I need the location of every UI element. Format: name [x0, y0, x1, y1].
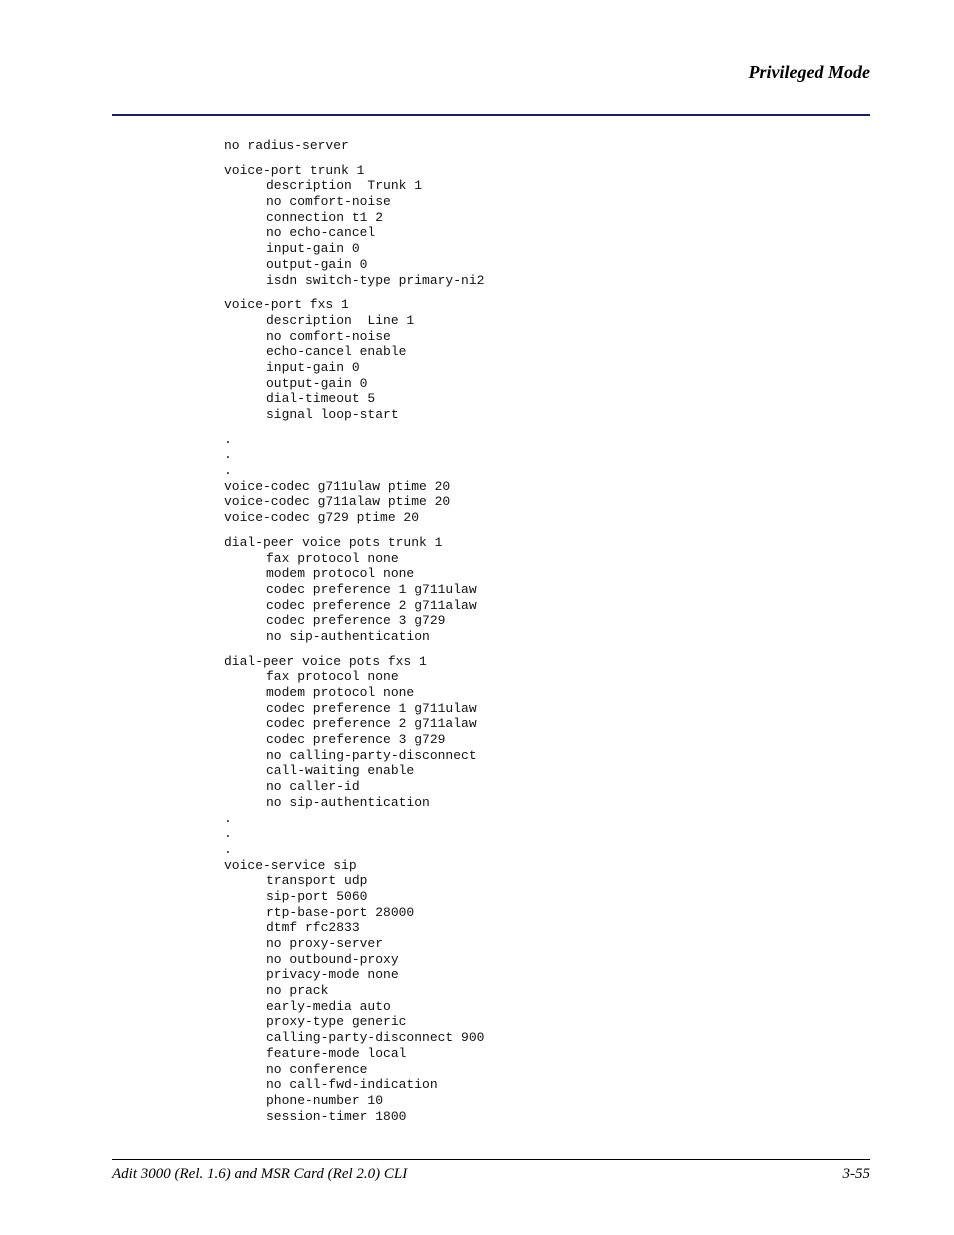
code-subcommand: no echo-cancel [266, 225, 376, 241]
code-subcommand: no sip-authentication [266, 628, 430, 644]
code-ellipsis: . [224, 841, 232, 857]
code-subcommand: modem protocol none [266, 685, 415, 700]
code-subcommand: input-gain 0 [266, 359, 360, 375]
code-subcommand: phone-number 10 [266, 1092, 384, 1108]
code-subcommand: transport udp [266, 873, 368, 889]
code-line: voice-codec g729 ptime 20 [224, 510, 420, 526]
code-subcommand: codec preference 3 g729 [266, 732, 446, 748]
code-subcommand: codec preference 1 g711ulaw [266, 581, 477, 597]
code-subcommand: no outbound-proxy [266, 951, 399, 967]
code-subcommand: codec preference 2 g711alaw [266, 597, 477, 613]
code-subcommand: rtp-base-port 28000 [266, 904, 415, 920]
code-line: . [224, 447, 232, 463]
code-line: voice-codec g711ulaw ptime 20 [224, 478, 451, 494]
code-command: voice-service sip [224, 857, 357, 873]
code-subcommand: session-timer 1800 [266, 1108, 407, 1124]
code-subcommand: fax protocol none [266, 669, 399, 685]
code-subcommand: no sip-authentication [266, 794, 430, 810]
code-subcommand: no caller-id [266, 779, 360, 795]
code-subcommand: feature-mode local [266, 1045, 407, 1061]
code-ellipsis: . [224, 810, 232, 826]
code-block [224, 654, 484, 858]
code-subcommand: echo-cancel enable [266, 344, 407, 360]
code-subcommand: fax protocol none [266, 550, 399, 566]
code-subcommand: output-gain 0 [266, 256, 368, 272]
code-subcommand: isdn switch-type primary-ni2 [266, 272, 485, 288]
code-subcommand: privacy-mode none [266, 967, 399, 983]
code-command: no radius-server [224, 138, 349, 153]
code-subcommand: codec preference 3 g729 [266, 613, 446, 629]
code-command: voice-port trunk 1 [224, 162, 365, 178]
code-subcommand: codec preference 2 g711alaw [266, 716, 477, 732]
code-subcommand: modem protocol none [266, 566, 415, 582]
code-subcommand: no conference [266, 1061, 368, 1077]
code-ellipsis: . [224, 826, 232, 842]
code-subcommand: no comfort-noise [266, 328, 391, 344]
footer-rule [112, 1159, 870, 1160]
code-command: dial-peer voice pots fxs 1 [224, 653, 427, 669]
code-subcommand: codec preference 1 g711ulaw [266, 700, 477, 716]
code-block [224, 297, 484, 423]
code-subcommand: input-gain 0 [266, 241, 360, 257]
code-subcommand: dial-timeout 5 [266, 391, 376, 407]
code-subcommand: no proxy-server [266, 936, 384, 951]
code-subcommand: proxy-type generic [266, 1014, 407, 1030]
code-subcommand: no prack [266, 983, 329, 999]
code-subcommand: early-media auto [266, 998, 391, 1014]
code-block [224, 858, 484, 1125]
code-block [224, 163, 484, 289]
code-subcommand: description Trunk 1 [266, 178, 423, 194]
footer-document-title: Adit 3000 (Rel. 1.6) and MSR Card (Rel 2.0) CLI [112, 1166, 408, 1182]
page-header-title: Privileged Mode [748, 62, 870, 82]
code-block [224, 535, 484, 645]
code-block [224, 432, 484, 526]
code-line: . [224, 463, 232, 479]
code-listing [224, 138, 484, 1133]
footer-page-number: 3-55 [842, 1166, 870, 1182]
code-subcommand: no call-fwd-indication [266, 1077, 438, 1093]
code-command: dial-peer voice pots trunk 1 [224, 534, 443, 550]
code-subcommand: connection t1 2 [266, 209, 384, 225]
code-subcommand: dtmf rfc2833 [266, 920, 360, 936]
code-block [224, 138, 484, 154]
code-subcommand: output-gain 0 [266, 375, 368, 391]
header-rule [112, 114, 870, 116]
code-subcommand: no comfort-noise [266, 194, 391, 210]
code-subcommand: no calling-party-disconnect [266, 747, 477, 763]
code-subcommand: calling-party-disconnect 900 [266, 1030, 485, 1046]
code-subcommand: signal loop-start [266, 407, 399, 422]
code-command: voice-port fxs 1 [224, 297, 349, 313]
code-line: . [224, 431, 232, 447]
code-subcommand: description Line 1 [266, 312, 415, 328]
code-subcommand: call-waiting enable [266, 763, 415, 779]
code-line: voice-codec g711alaw ptime 20 [224, 494, 451, 510]
code-subcommand: sip-port 5060 [266, 888, 368, 904]
